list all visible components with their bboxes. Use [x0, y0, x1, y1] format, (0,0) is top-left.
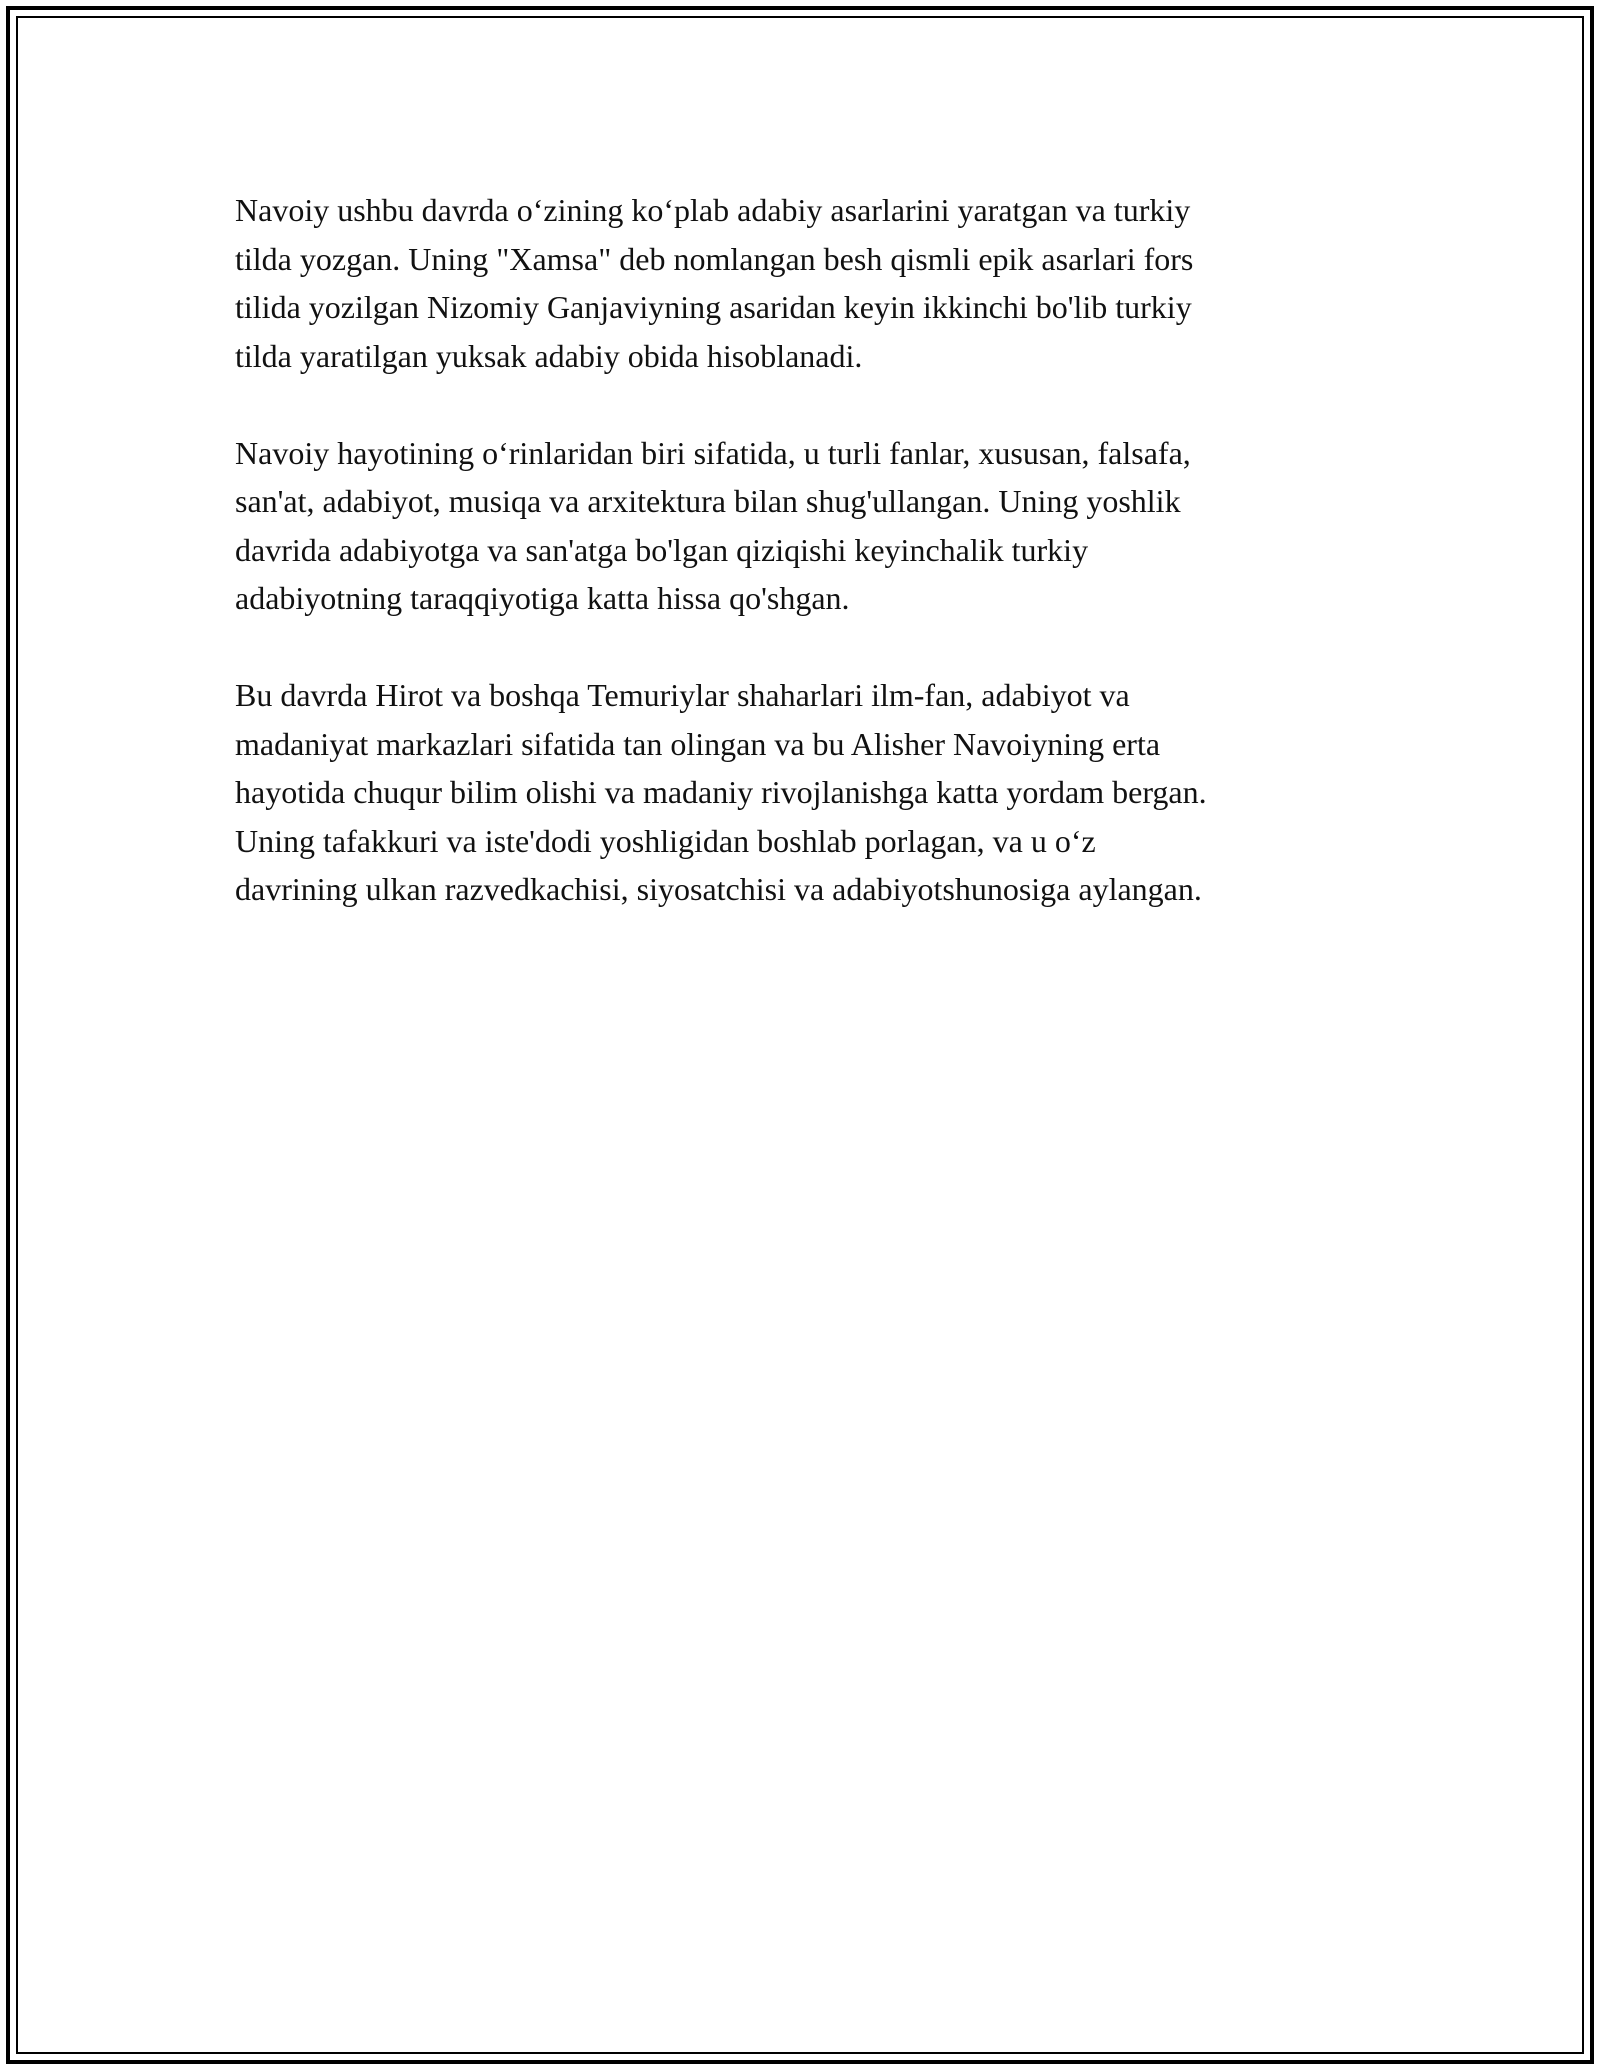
- paragraph-line: Bu davrda Hirot va boshqa Temuriylar shaharlari ilm-fan, adabiyot va: [235, 677, 1130, 713]
- paragraph-line: Uning tafakkuri va iste'dodi yoshligidan boshlab porlagan, va u o‘z: [235, 822, 1096, 859]
- paragraph-line: Navoiy ushbu davrda o‘zining ko‘plab adabiy asarlarini yaratgan va turkiy: [235, 192, 1191, 228]
- paragraph-line: davrining ulkan razvedkachisi, siyosatchisi va adabiyotshunosiga aylangan.: [235, 871, 1202, 907]
- paragraph-line: adabiyotning taraqqiyotiga katta hissa qo'shgan.: [235, 580, 850, 616]
- paragraph-line: tilida yozilgan Nizomiy Ganjaviyning asaridan keyin ikkinchi bo'lib turkiy: [235, 289, 1192, 325]
- document-body: [235, 186, 1375, 962]
- paragraph-line: madaniyat markazlari sifatida tan olingan va bu Alisher Navoiyning erta: [235, 725, 1161, 762]
- paragraph-line: Navoiy hayotining o‘rinlaridan biri sifatida, u turli fanlar, xususan, falsafa,: [235, 434, 1191, 471]
- paragraph-line: tilda yozgan. Uning "Xamsa" deb nomlangan besh qismli epik asarlari fors: [235, 240, 1194, 277]
- paragraph-3: [235, 671, 1375, 914]
- paragraph-line: san'at, adabiyot, musiqa va arxitektura bilan shug'ullangan. Uning yoshlik: [235, 483, 1181, 519]
- paragraph-line: hayotida chuqur bilim olishi va madaniy rivojlanishga katta yordam bergan.: [235, 774, 1207, 810]
- paragraph-2: [235, 429, 1375, 623]
- paragraph-line: davrida adabiyotga va san'atga bo'lgan qiziqishi keyinchalik turkiy: [235, 531, 1089, 568]
- paragraph-1: [235, 186, 1375, 380]
- paragraph-line: tilda yaratilgan yuksak adabiy obida hisoblanadi.: [235, 337, 863, 374]
